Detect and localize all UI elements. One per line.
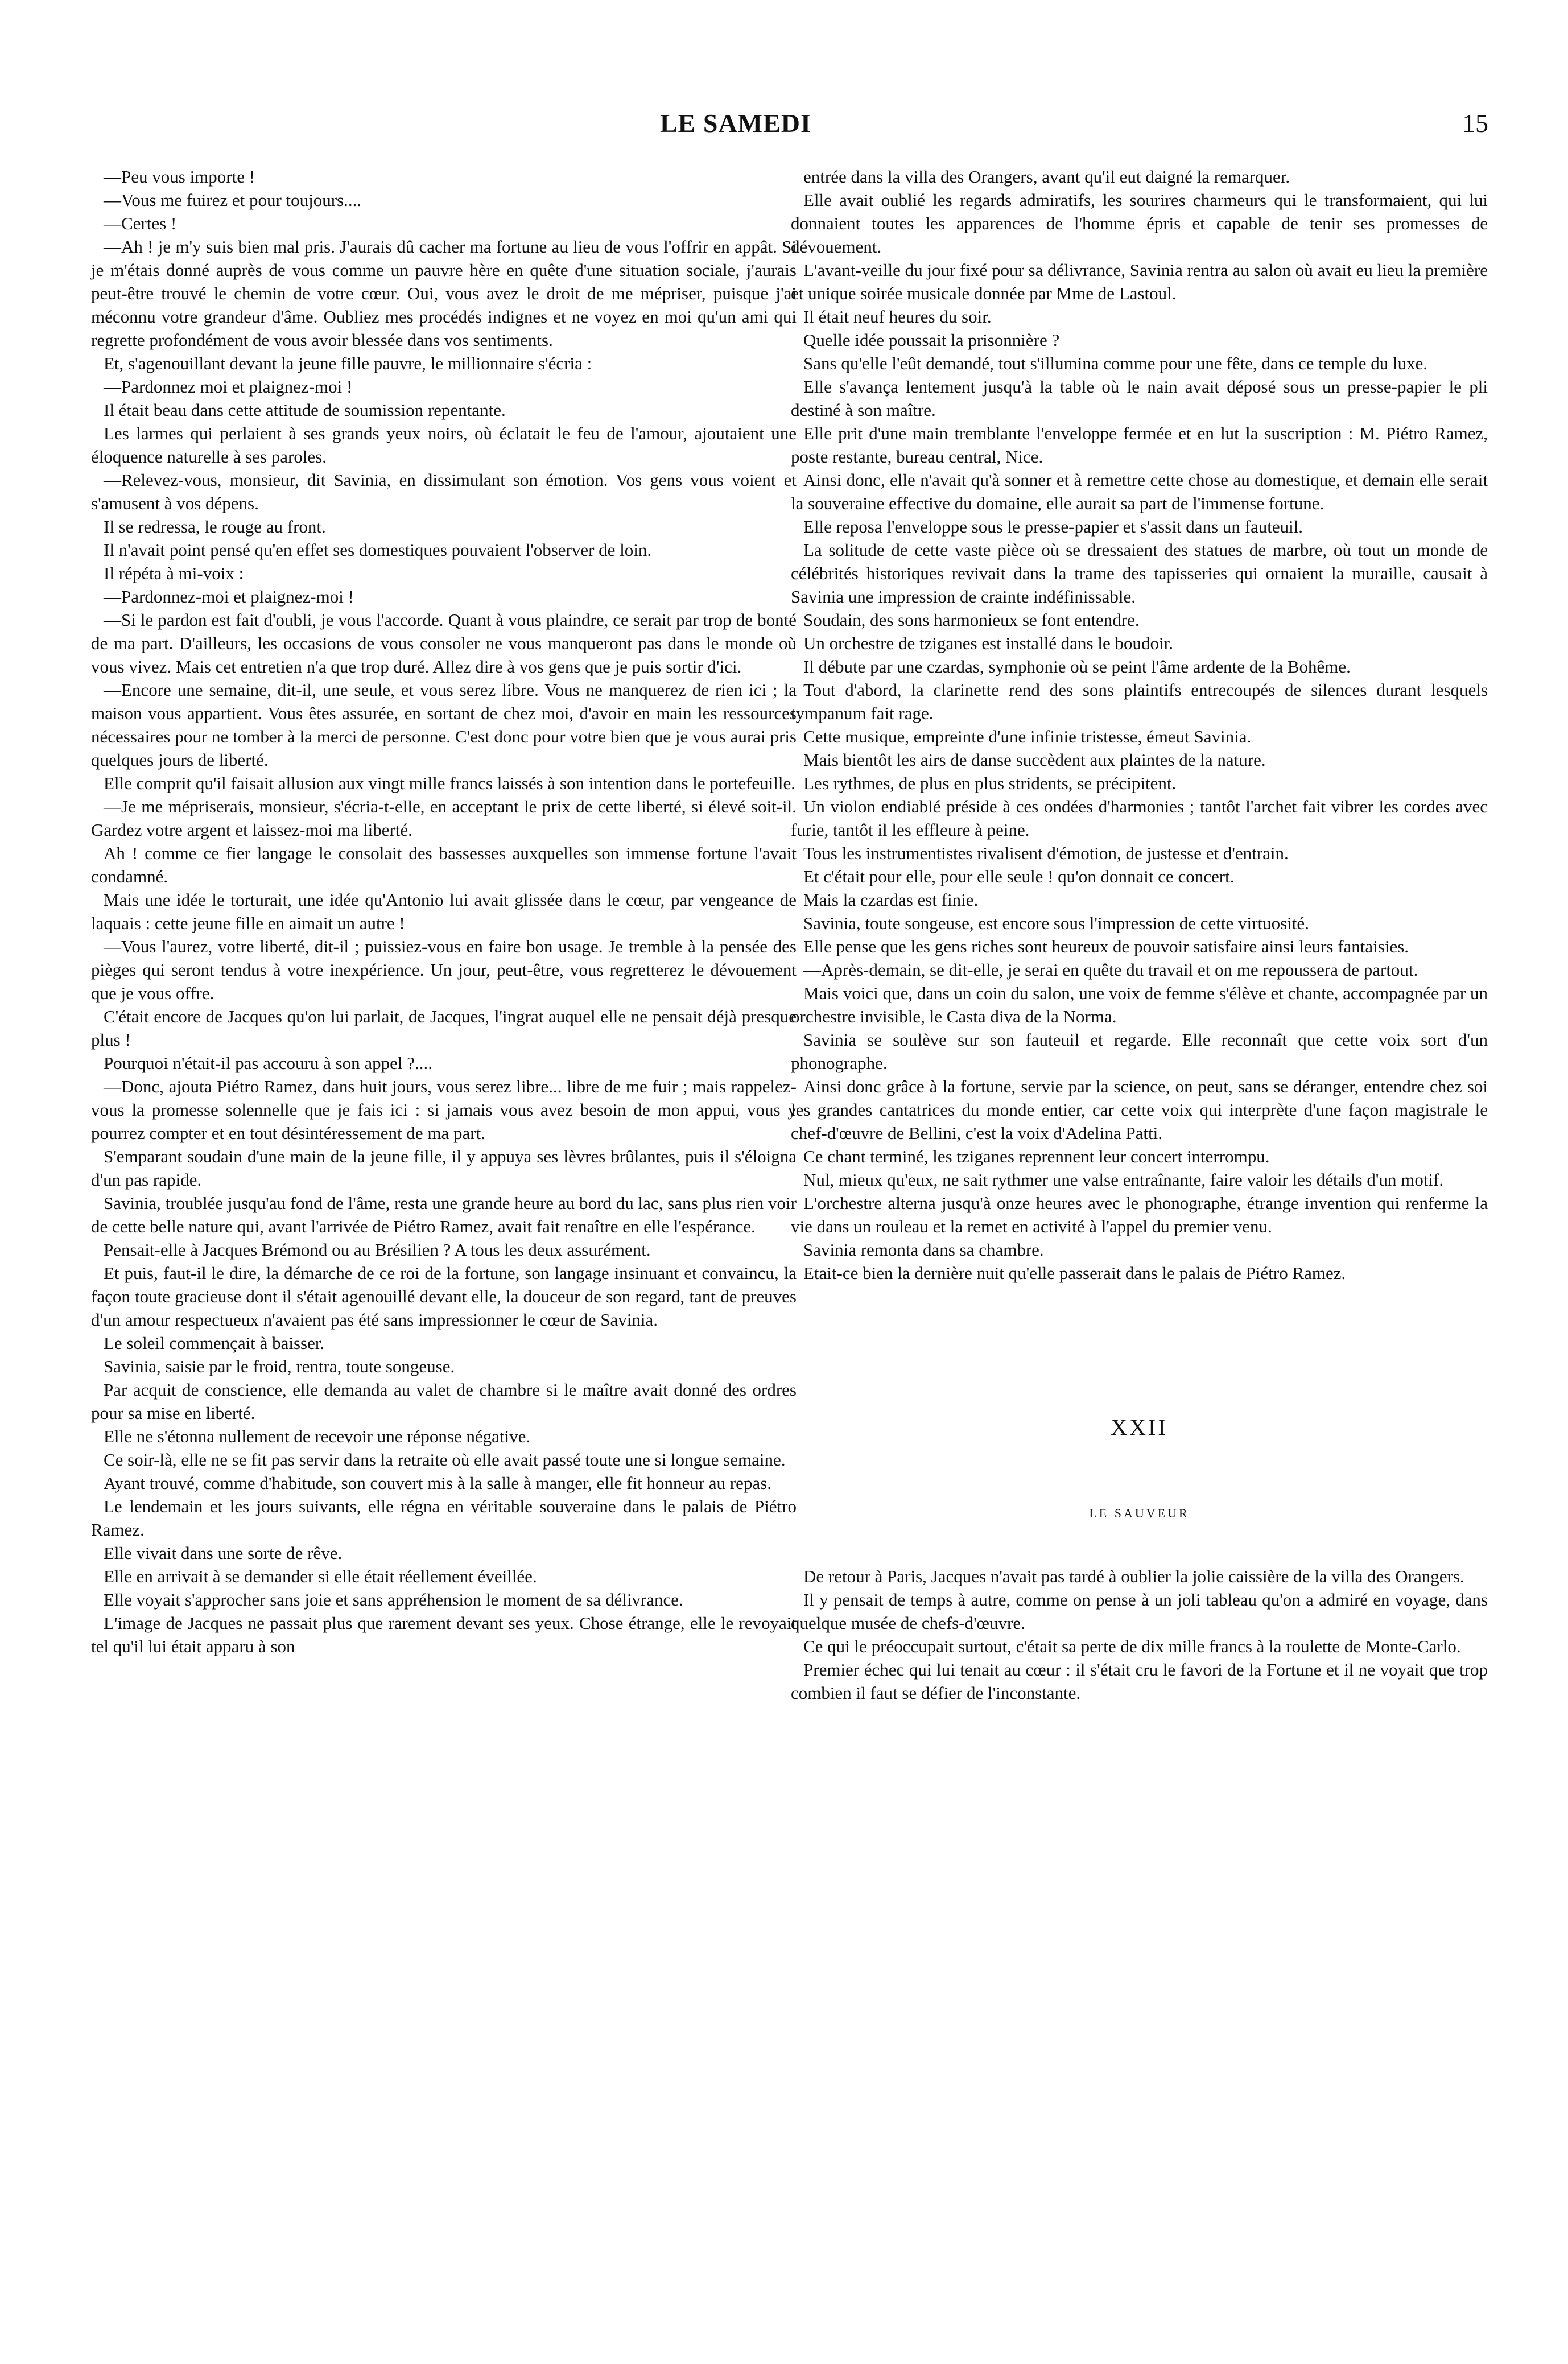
paragraph: Il était beau dans cette attitude de soumission repentante. xyxy=(104,400,506,420)
paragraph: —Peu vous importe ! xyxy=(104,167,255,187)
paragraph: Savinia se soulève sur son fauteuil et regarde. Elle reconnaît que cette voix sort d'un phonographe. xyxy=(791,1030,1488,1073)
paragraph: —Certes ! xyxy=(104,213,177,233)
paragraph: Elle comprit qu'il faisait allusion aux vingt mille francs laissés à son intention dans le portefeuille. xyxy=(104,773,796,793)
paragraph: —Vous l'aurez, votre liberté, dit-il ; puissiez-vous en faire bon usage. Je tremble à la pensée des pièges qui seront tendus à votre inexpérience. Un jour, peut-être, vous regretterez le dévouement que je vous offre. xyxy=(91,936,797,1003)
paragraph: Un orchestre de tziganes est installé dans le boudoir. xyxy=(803,633,1173,653)
paragraph: Savinia, troublée jusqu'au fond de l'âme, resta une grande heure au bord du lac, sans plus rien voir de cette belle nature qui, avant l'arrivée de Piétro Ramez, avait fait renaître en elle l'espérance. xyxy=(91,1193,797,1236)
paragraph: Ah ! comme ce fier langage le consolait des bassesses auxquelles son immense fortune l'avait condamné. xyxy=(91,843,797,886)
paragraph: Les larmes qui perlaient à ses grands yeux noirs, où éclatait le feu de l'amour, ajoutaient une éloquence naturelle à ses paroles. xyxy=(91,423,797,467)
paragraph: Sans qu'elle l'eût demandé, tout s'illumina comme pour une fête, dans ce temple du luxe. xyxy=(803,353,1428,373)
paragraph: S'emparant soudain d'une main de la jeune fille, il y appuya ses lèvres brûlantes, puis il s'éloigna d'un pas rapide. xyxy=(91,1146,797,1190)
paragraph: Le soleil commençait à baisser. xyxy=(104,1333,325,1353)
paragraph: Elle ne s'étonna nullement de recevoir une réponse négative. xyxy=(104,1426,531,1446)
paragraph: —Donc, ajouta Piétro Ramez, dans huit jours, vous serez libre... libre de me fuir ; mais rappelez-vous la promesse solennelle que je fais ici : si jamais vous avez besoin de mon appui, vous y pourrez compter et en tout désintéressement de ma part. xyxy=(91,1076,797,1143)
page-number: 15 xyxy=(1462,109,1488,138)
paragraph: Le lendemain et les jours suivants, elle régna en véritable souveraine dans le palais de Piétro Ramez. xyxy=(91,1496,797,1540)
paragraph: Quelle idée poussait la prisonnière ? xyxy=(803,330,1060,350)
paragraph: Il y pensait de temps à autre, comme on pense à un joli tableau qu'on a admiré en voyage, dans quelque musée de chefs-d'œuvre. xyxy=(791,1590,1488,1633)
paragraph: Elle en arrivait à se demander si elle était réellement éveillée. xyxy=(104,1566,537,1586)
paragraph: La solitude de cette vaste pièce où se dressaient des statues de marbre, où tout un monde de célébrités historiques revivait dans la trame des tapisseries qui ornaient la muraille, causait à Savinia une impression de crainte indéfinissable. xyxy=(791,540,1488,607)
paragraph: L'avant-veille du jour fixé pour sa délivrance, Savinia rentra au salon où avait eu lieu la première et unique soirée musicale donnée par Mme de Lastoul. xyxy=(791,260,1488,303)
paragraph: Les rythmes, de plus en plus stridents, se précipitent. xyxy=(803,773,1177,793)
paragraph: De retour à Paris, Jacques n'avait pas tardé à oublier la jolie caissière de la villa des Orangers. xyxy=(803,1566,1464,1586)
paragraph: entrée dans la villa des Orangers, avant qu'il eut daigné la remarquer. xyxy=(803,167,1290,187)
right-column-bottom-text xyxy=(791,1565,1488,1705)
paragraph: —Après-demain, se dit-elle, je serai en quête du travail et on me repoussera de partout. xyxy=(803,960,1418,980)
paragraph: Pensait-elle à Jacques Brémond ou au Brésilien ? A tous les deux assurément. xyxy=(104,1240,651,1260)
left-text-column xyxy=(91,165,797,1658)
paragraph: —Ah ! je m'y suis bien mal pris. J'aurais dû cacher ma fortune au lieu de vous l'offrir en appât. Si je m'étais donné auprès de vous comme un pauvre hère en quête d'une situation sociale, j'aurais peut-être trouvé le chemin de votre cœur. Oui, vous avez le droit de me mépriser, puisque j'ai méconnu votre grandeur d'âme. Oubliez mes procédés indignes et ne voyez en moi qu'un ami qui regrette profondément de vous avoir blessée dans vos sentiments. xyxy=(91,237,797,350)
paragraph: Mais voici que, dans un coin du salon, une voix de femme s'élève et chante, accompagnée par un orchestre invisible, le Casta diva de la Norma. xyxy=(791,983,1488,1026)
right-text-column xyxy=(791,165,1488,1705)
paragraph: Elle reposa l'enveloppe sous le presse-papier et s'assit dans un fauteuil. xyxy=(803,517,1303,537)
paragraph: Il débute par une czardas, symphonie où se peint l'âme ardente de la Bohême. xyxy=(803,657,1351,676)
paragraph: Et puis, faut-il le dire, la démarche de ce roi de la fortune, son langage insinuant et convaincu, la façon toute gracieuse dont il s'était agenouillé devant elle, la douceur de son regard, tant de preuves d'un amour respectueux n'avaient pas été sans impressionner le cœur de Savinia. xyxy=(91,1263,797,1330)
paragraph: Un violon endiablé préside à ces ondées d'harmonies ; tantôt l'archet fait vibrer les cordes avec furie, tantôt il les effleure à peine. xyxy=(791,797,1488,840)
paragraph: Ce soir-là, elle ne se fit pas servir dans la retraite où elle avait passé toute une si longue semaine. xyxy=(104,1450,786,1470)
paragraph: Elle voyait s'approcher sans joie et sans appréhension le moment de sa délivrance. xyxy=(104,1590,683,1610)
chapter-number: XXII xyxy=(1111,1414,1168,1440)
paragraph: Et c'était pour elle, pour elle seule ! qu'on donnait ce concert. xyxy=(803,867,1235,886)
paragraph: Tout d'abord, la clarinette rend des sons plaintifs entrecoupés de silences durant lesquels tympanum fait rage. xyxy=(791,680,1488,723)
paragraph: Elle s'avança lentement jusqu'à la table où le nain avait déposé sous un presse-papier le pli destiné à son maître. xyxy=(791,377,1488,420)
paragraph: Savinia, saisie par le froid, rentra, toute songeuse. xyxy=(104,1356,455,1376)
paragraph: Etait-ce bien la dernière nuit qu'elle passerait dans le palais de Piétro Ramez. xyxy=(803,1263,1346,1283)
paragraph: —Pardonnez-moi et plaignez-moi ! xyxy=(104,587,354,607)
paragraph: Il n'avait point pensé qu'en effet ses domestiques pouvaient l'observer de loin. xyxy=(104,540,652,560)
paragraph: —Je me mépriserais, monsieur, s'écria-t-elle, en acceptant le prix de cette liberté, si élevé soit-il. Gardez votre argent et laissez-moi ma liberté. xyxy=(91,797,797,840)
paragraph: Premier échec qui lui tenait au cœur : il s'était cru le favori de la Fortune et il ne voyait que trop combien il faut se défier de l'inconstante. xyxy=(791,1660,1488,1703)
paragraph: Ce chant terminé, les tziganes reprennent leur concert interrompu. xyxy=(803,1146,1270,1166)
paragraph: Elle prit d'une main tremblante l'enveloppe fermée et en lut la suscription : M. Piétro Ramez, poste restante, bureau central, Nice. xyxy=(791,423,1488,467)
paragraph: —Si le pardon est fait d'oubli, je vous l'accorde. Quant à vous plaindre, ce serait par trop de bonté de ma part. D'ailleurs, les occasions de vous consoler ne vous manqueront pas dans le monde où vous vivez. Mais cet entretien n'a que trop duré. Allez dire à vos gens que je puis sortir d'ici. xyxy=(91,610,797,676)
paragraph: Mais bientôt les airs de danse succèdent aux plaintes de la nature. xyxy=(803,750,1266,770)
running-title: LE SAMEDI xyxy=(660,109,811,138)
paragraph: Ce qui le préoccupait surtout, c'était sa perte de dix mille francs à la roulette de Monte-Carlo. xyxy=(803,1636,1461,1656)
paragraph: Il répéta à mi-voix : xyxy=(104,563,244,583)
paragraph: Soudain, des sons harmonieux se font entendre. xyxy=(803,610,1140,630)
paragraph: Elle avait oublié les regards admiratifs, les sourires charmeurs qui le transformaient, qui lui donnaient toutes les apparences de l'homme épris et capable de tenir ses promesses de dévouement. xyxy=(791,190,1488,257)
paragraph: Ainsi donc, elle n'avait qu'à sonner et à remettre cette chose au domestique, et demain elle serait la souveraine effective du domaine, elle aurait sa part de l'immense fortune. xyxy=(791,470,1488,513)
paragraph: Tous les instrumentistes rivalisent d'émotion, de justesse et d'entrain. xyxy=(803,843,1289,863)
paragraph: Il se redressa, le rouge au front. xyxy=(104,517,326,537)
paragraph: Cette musique, empreinte d'une infinie tristesse, émeut Savinia. xyxy=(803,727,1252,746)
paragraph: Et, s'agenouillant devant la jeune fille pauvre, le millionnaire s'écria : xyxy=(104,353,592,373)
paragraph: —Pardonnez moi et plaignez-moi ! xyxy=(104,377,353,397)
paragraph: Mais la czardas est finie. xyxy=(803,890,979,910)
paragraph: Savinia remonta dans sa chambre. xyxy=(803,1240,1044,1260)
paragraph: Par acquit de conscience, elle demanda au valet de chambre si le maître avait donné des ordres pour sa mise en liberté. xyxy=(91,1380,797,1423)
paragraph: Savinia, toute songeuse, est encore sous l'impression de cette virtuosité. xyxy=(803,913,1309,933)
paragraph: L'orchestre alterna jusqu'à onze heures avec le phonographe, étrange invention qui renferme la vie dans un rouleau et la remet en activité à l'appel du premier venu. xyxy=(791,1193,1488,1236)
paragraph: —Vous me fuirez et pour toujours.... xyxy=(104,190,362,210)
paragraph: Il était neuf heures du soir. xyxy=(803,307,992,327)
chapter-title: LE SAUVEUR xyxy=(1089,1506,1190,1520)
paragraph: —Encore une semaine, dit-il, une seule, et vous serez libre. Vous ne manquerez de rien ici ; la maison vous appartient. Vous êtes assurée, en sortant de chez moi, d'avoir en main les ressources nécessaires pour ne tomber à la merci de personne. C'est donc pour votre bien que je vous aurai pris quelques jours de liberté. xyxy=(91,680,797,770)
paragraph: Pourquoi n'était-il pas accouru à son appel ?.... xyxy=(104,1053,433,1073)
paragraph: —Relevez-vous, monsieur, dit Savinia, en dissimulant son émotion. Vos gens vous voient et s'amusent à vos dépens. xyxy=(91,470,797,513)
paragraph: Ayant trouvé, comme d'habitude, son couvert mis à la salle à manger, elle fit honneur au repas. xyxy=(104,1473,771,1493)
paragraph: Mais une idée le torturait, une idée qu'Antonio lui avait glissée dans le cœur, par vengeance de laquais : cette jeune fille en aimait un autre ! xyxy=(91,890,797,933)
paragraph: L'image de Jacques ne passait plus que rarement devant ses yeux. Chose étrange, elle le revoyait tel qu'il lui était apparu à son xyxy=(91,1613,797,1656)
paragraph: Nul, mieux qu'eux, ne sait rythmer une valse entraînante, faire valoir les détails d'un motif. xyxy=(803,1170,1444,1190)
paragraph: Elle vivait dans une sorte de rêve. xyxy=(104,1543,343,1563)
paragraph: Ainsi donc grâce à la fortune, servie par la science, on peut, sans se déranger, entendre chez soi les grandes cantatrices du monde entier, car cette voix qui interprète d'une façon magistrale le chef-d'œuvre de Bellini, c'est la voix d'Adelina Patti. xyxy=(791,1076,1488,1143)
paragraph: C'était encore de Jacques qu'on lui parlait, de Jacques, l'ingrat auquel elle ne pensait déjà presque plus ! xyxy=(91,1006,797,1050)
right-column-top-text xyxy=(791,165,1488,1285)
paragraph: Elle pense que les gens riches sont heureux de pouvoir satisfaire ainsi leurs fantaisies. xyxy=(803,936,1409,956)
